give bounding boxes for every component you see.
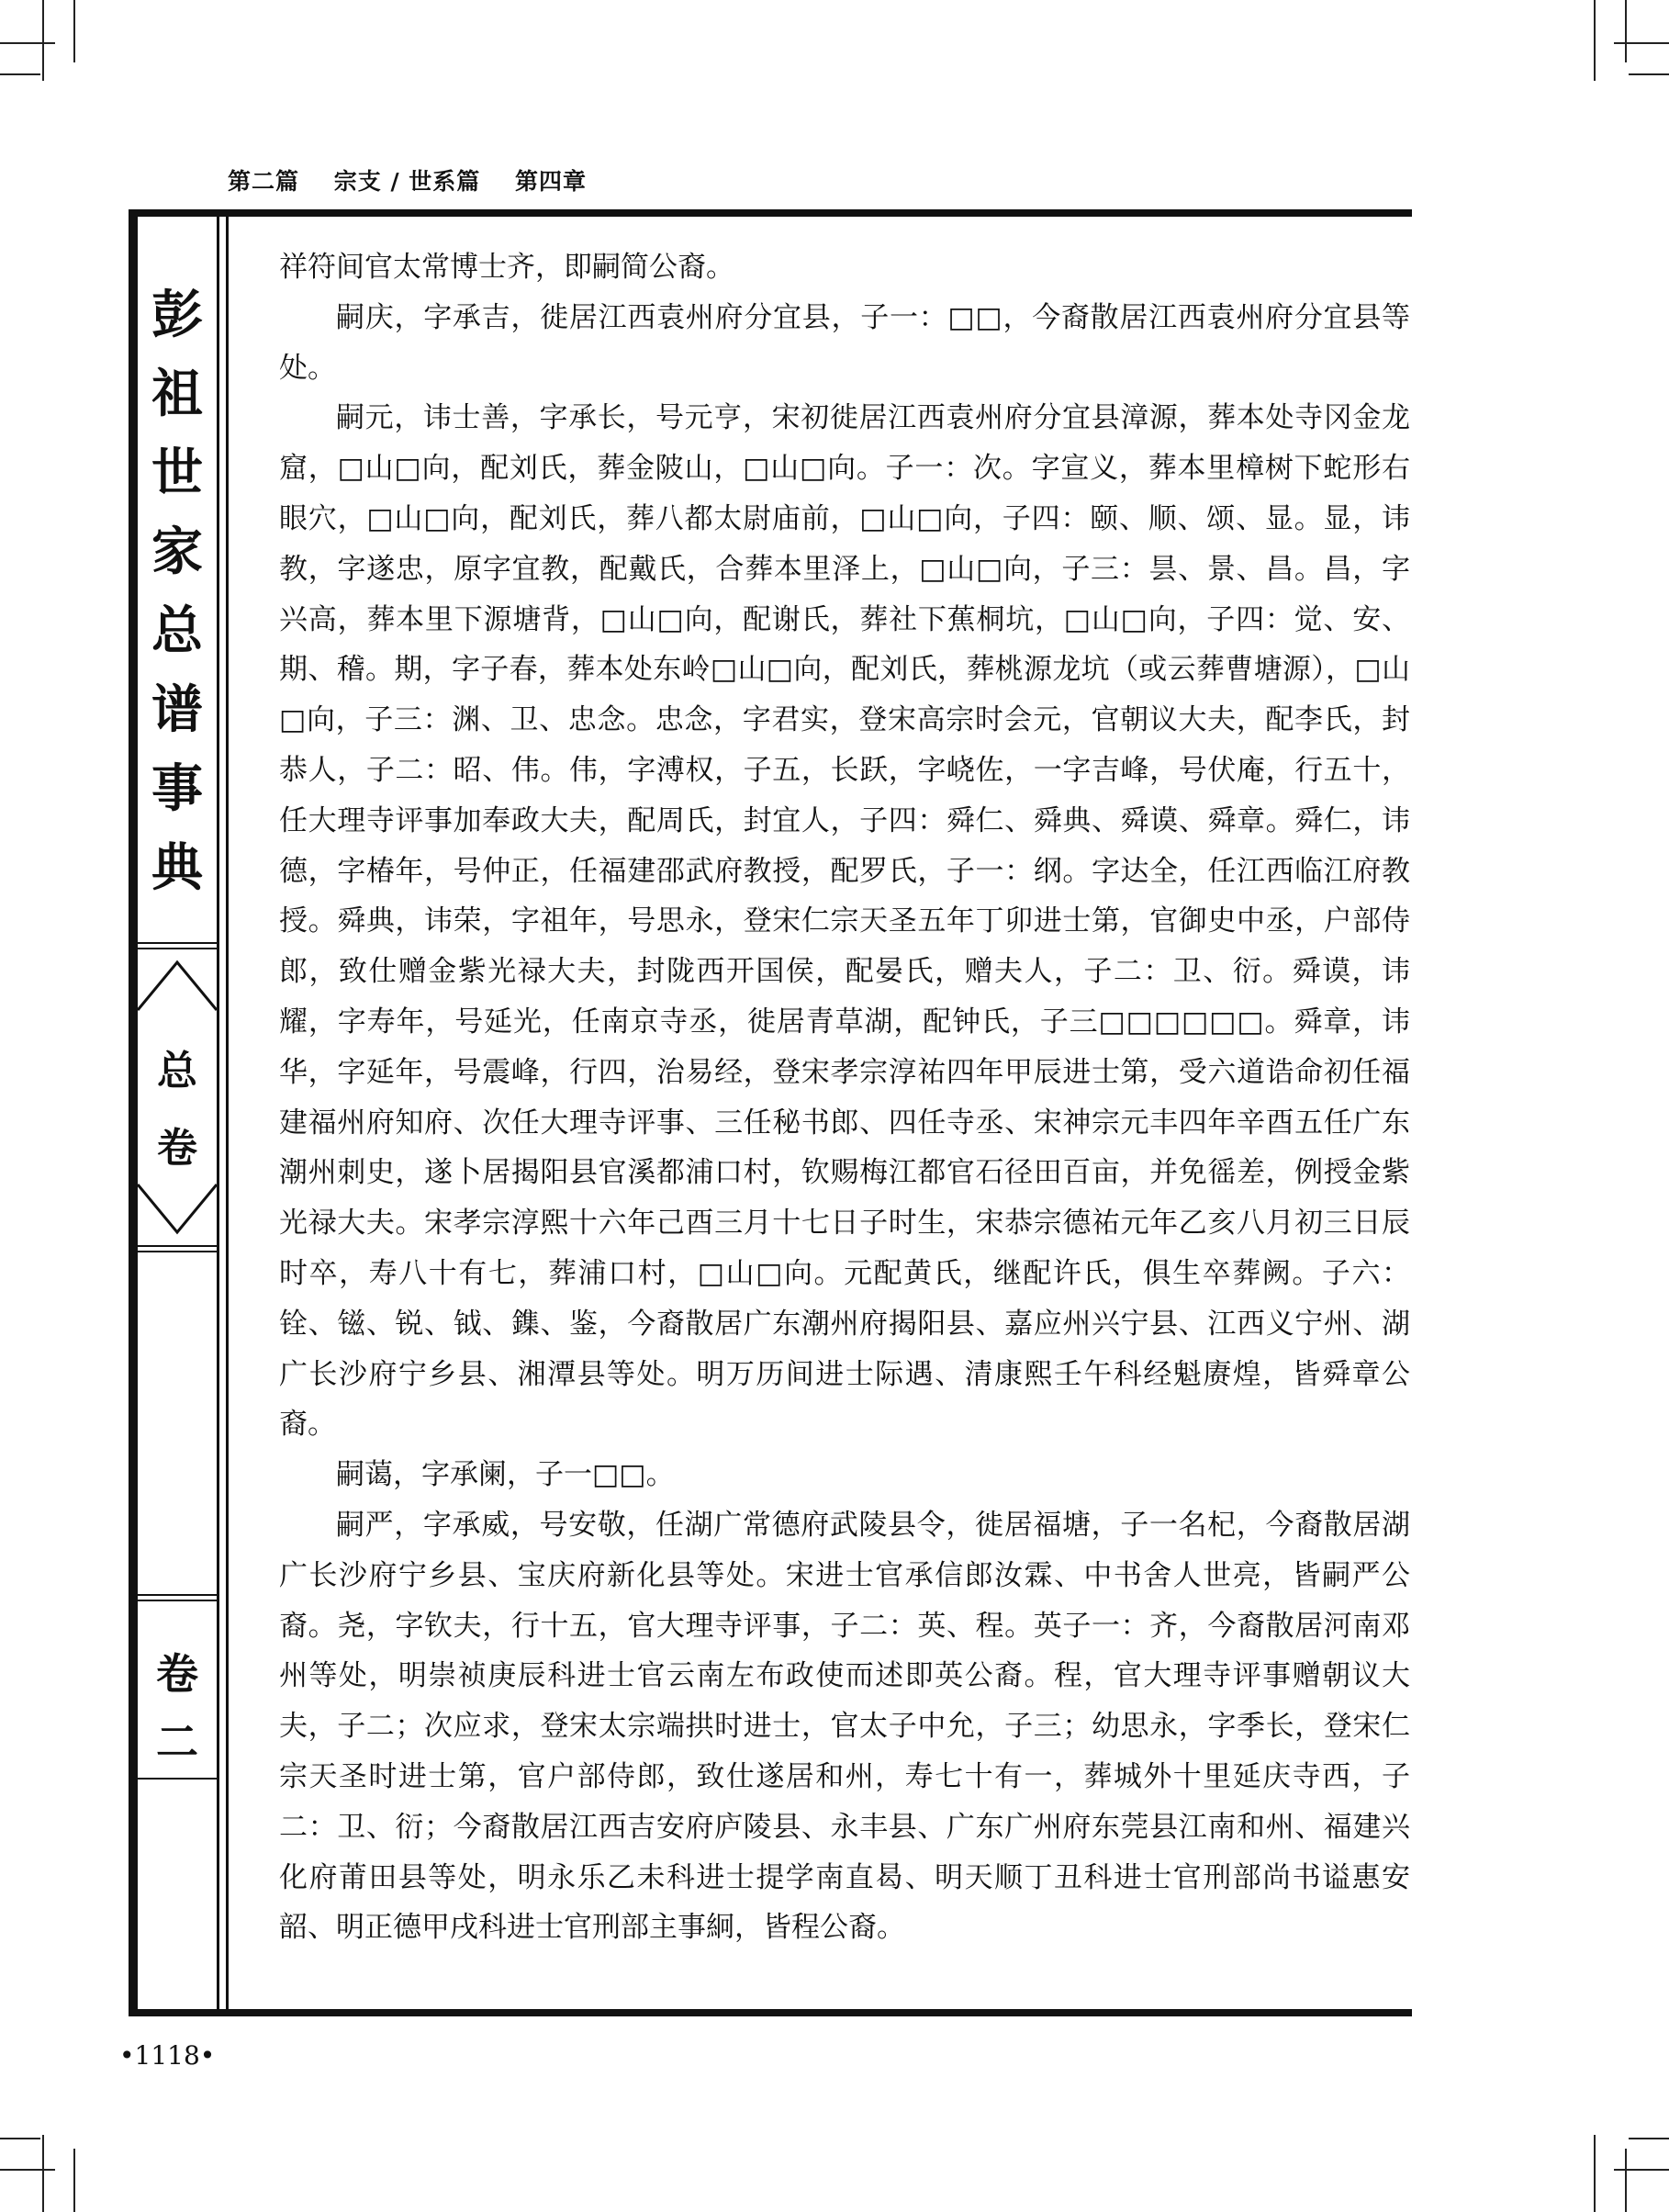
crop-mark	[1629, 2138, 1669, 2139]
page-number: •1118•	[119, 2040, 216, 2071]
frame-top-rule	[129, 209, 1412, 217]
crop-mark	[0, 2138, 40, 2139]
title-char: 世	[151, 443, 203, 503]
volume-label-char: 卷	[157, 1125, 197, 1172]
chapter-char: 卷	[156, 1649, 198, 1699]
body-text	[279, 242, 1410, 1953]
title-char: 总	[151, 601, 203, 661]
volume-box	[138, 955, 217, 1240]
sidebar-separator	[138, 1600, 217, 1601]
sidebar-separator	[138, 942, 217, 944]
paragraph: 嗣蔼，字承阑，子一□□。	[336, 1458, 675, 1492]
crop-mark	[73, 2149, 75, 2212]
sidebar-separator	[138, 1594, 217, 1596]
title-char: 谱	[151, 679, 203, 740]
running-head-chapter: 第四章	[515, 168, 588, 195]
chapter-char: 二	[156, 1717, 198, 1767]
crop-mark	[42, 2135, 44, 2212]
frame-bottom-rule	[129, 2009, 1412, 2016]
crop-mark	[42, 0, 44, 81]
crop-mark	[1594, 2135, 1596, 2212]
crop-mark	[73, 0, 75, 62]
crop-mark	[1629, 73, 1669, 75]
paragraph: 嗣元，讳士善，字承长，号元亨，宋初徙居江西袁州府分宜县漳源，葬本处寺冈金龙窟，□山□向，配刘氏，葬金陂山，□山□向。子一：次。字宣义，葬本里樟树下蛇形右眼穴，□山□向，配刘氏，葬八都太尉庙前，□山□向，子四：颐、顺、颂、显。显，讳教，字遂忠，原字宜教，配戴氏，合葬本里泽上，□山□向，子三：昙、景、昌。昌，字兴高，葬本里下源塘背，□山□向，配谢氏，葬社下蕉桐坑，□山□向，子四：觉、安、期、稽。期，字子春，葬本处东岭□山□向，配刘氏，葬桃源龙坑（或云葬曹塘源），□山□向，子三：渊、卫、忠念。忠念，字君实，登宋高宗时会元，官朝议大夫，配李氏，封恭人，子二：昭、伟。伟，字溥权，子五，长跃，字峣佐，一字吉峰，号伏庵，行五十，任大理寺评事加奉政大夫，配周氏，封宜人，子四：舜仁、舜典、舜谟、舜章。舜仁，讳德，字椿年，号仲正，任福建邵武府教授，配罗氏，子一：纲。字达全，任江西临江府教授。舜典，讳荣，字祖年，号思永，登宋仁宗天圣五年丁卯进士第，官御史中丞，户部侍郎，致仕赠金紫光禄大夫，封陇西开国侯，配晏氏，赠夫人，子二：卫、衍。舜谟，讳耀，字寿年，号延光，任南京寺丞，徙居青草湖，配钟氏，子三□□□□□□。舜章，讳华，字延年，号震峰，行四，治易经，登宋孝宗淳祐四年甲辰进士第，受六道诰命初任福建福州府知府、次任大理寺评事、三任秘书郎、四任寺丞、宋神宗元丰四年辛酉五任广东潮州刺史，遂卜居揭阳县官溪都浦口村，钦赐梅江都官石径田百亩，并免徭差，例授金紫光禄大夫。宋孝宗淳熙十六年己酉三月十七日子时生，宋恭宗德祐元年乙亥八月初三日辰时卒，寿八十有七，葬浦口村，□山□向。元配黄氏，继配许氏，俱生卒葬阙。子六：铨、镃、锐、钺、鏶、鉴，今裔散居广东潮州府揭阳县、嘉应州兴宁县、江西义宁州、湖广长沙府宁乡县、湘潭县等处。明万历间进士际遇、清康熙壬午科经魁赓煌，皆舜章公裔。	[279, 401, 1410, 1442]
title-char: 家	[151, 522, 203, 582]
sidebar-separator	[138, 948, 217, 949]
title-char: 彭	[151, 285, 203, 345]
sidebar-book-title	[138, 275, 217, 907]
crop-mark	[1625, 2149, 1627, 2212]
title-char: 祖	[151, 364, 203, 424]
body-left-rule	[226, 217, 229, 2009]
sidebar-separator	[138, 1251, 217, 1252]
volume-label-char: 总	[157, 1048, 197, 1095]
crop-mark	[0, 73, 40, 75]
crop-mark	[0, 42, 55, 44]
chapter-label	[138, 1640, 217, 1776]
paragraph: 嗣庆，字承吉，徙居江西袁州府分宜县，子一：□□，今裔散居江西袁州府分宜县等处。	[279, 300, 1410, 385]
crop-mark	[1594, 0, 1596, 81]
running-head-part: 第二篇	[228, 168, 300, 195]
title-char: 事	[151, 758, 203, 819]
sidebar-separator	[138, 1778, 217, 1780]
title-char: 典	[151, 837, 203, 898]
sidebar-inner-rule	[217, 209, 219, 2016]
crop-mark	[1614, 2169, 1669, 2171]
paragraph: 嗣严，字承威，号安敬，任湖广常德府武陵县令，徙居福塘，子一名杞，今裔散居湖广长沙府宁乡县、宝庆府新化县等处。宋进士官承信郎汝霖、中书舍人世亮，皆嗣严公裔。尧，字钦夫，行十五，官大理寺评事，子二：英、程。英子一：齐，今裔散居河南邓州等处，明崇祯庚辰科进士官云南左布政使而述即英公裔。程，官大理寺评事赠朝议大夫，子二；次应求，登宋太宗端拱时进士，官太子中允，子三；幼思永，字季长，登宋仁宗天圣时进士第，官户部侍郎，致仕遂居和州，寿七十有一，葬城外十里延庆寺西，子二：卫、衍；今裔散居江西吉安府庐陵县、永丰县、广东广州府东莞县江南和州、福建兴化府莆田县等处，明永乐乙未科进士提学南直曷、明天顺丁丑科进士官刑部尚书谥惠安韶、明正德甲戌科进士官刑部主事絅，皆程公裔。	[279, 1508, 1410, 1945]
volume-box-frame	[138, 955, 217, 1240]
sidebar-separator	[138, 1245, 217, 1247]
crop-mark	[0, 2169, 55, 2171]
frame-left-rule	[129, 209, 138, 2016]
running-head	[228, 163, 612, 196]
crop-mark	[1614, 42, 1669, 44]
crop-mark	[1625, 0, 1627, 62]
running-head-section: 宗支 / 世系篇	[333, 168, 481, 195]
paragraph: 祥符间官太常博士齐，即嗣简公裔。	[279, 251, 734, 284]
